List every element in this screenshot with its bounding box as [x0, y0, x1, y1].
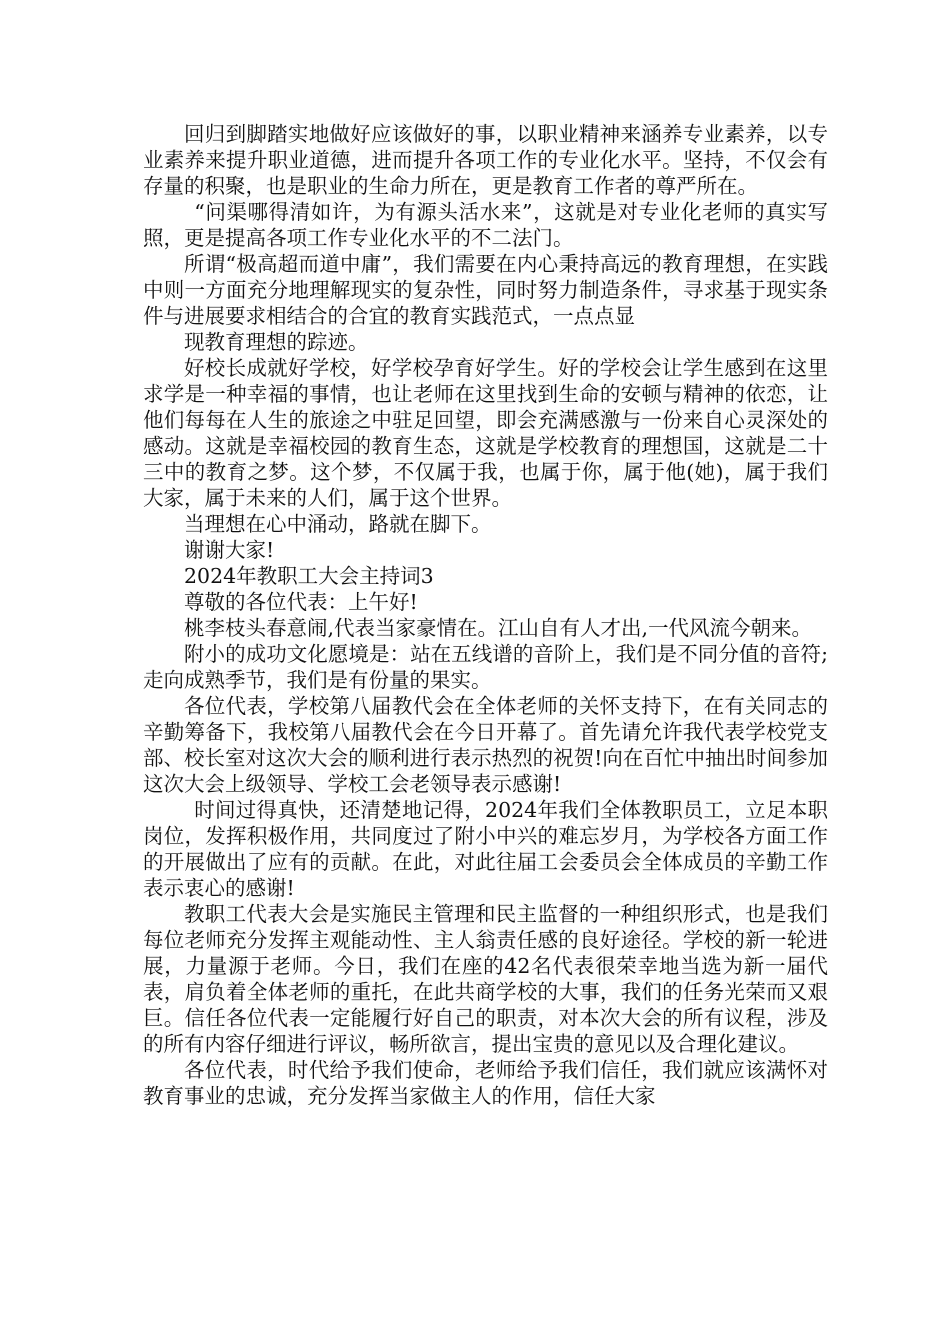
- paragraph-greeting: 尊敬的各位代表：上午好!: [184, 590, 418, 614]
- document-page: [143, 121, 828, 1109]
- paragraph-mission: 各位代表，时代给予我们使命，老师给予我们信任，我们就应该满怀对教育事业的忠诚，充分发挥当家做主人的作用，信任大家: [143, 1058, 828, 1108]
- paragraph-democratic-management: 教职工代表大会是实施民主管理和民主监督的一种组织形式，也是我们每位老师充分发挥主观能动性、主人翁责任感的良好途径。学校的新一轮进展，力量源于老师。今日，我们在座的42名代表很荣幸地当选为新一届代表，肩负着全体老师的重托，在此共商学校的大事，我们的任务光荣而又艰巨。信任各位代表一定能履行好自己的职责，对本次大会的所有议程，涉及的所有内容仔细进行评议，畅所欲言，提出宝贵的意见以及合理化建议。: [143, 902, 828, 1056]
- paragraph-good-school: 好校长成就好学校，好学校孕育好学生。好的学校会让学生感到在这里求学是一种幸福的事情，也让老师在这里找到生命的安顿与精神的依恋，让他们每每在人生的旅途之中驻足回望，即会充满感激与一份来自心灵深处的感动。这就是幸福校园的教育生态，这就是学校教育的理想国，这就是二十三中的教育之梦。这个梦，不仅属于我，也属于你，属于他(她)，属于我们大家，属于未来的人们，属于这个世界。: [143, 356, 828, 510]
- paragraph-quote-living-water: “问渠哪得清如许，为有源头活水来”，这就是对专业化老师的真实写照，更是提高各项工作专业化水平的不二法门。: [143, 200, 828, 250]
- paragraph-ideal-trace: 现教育理想的踪迹。: [184, 330, 369, 354]
- section-heading: 2024年教职工大会主持词3: [184, 564, 434, 588]
- paragraph-road-ahead: 当理想在心中涌动，路就在脚下。: [184, 512, 492, 536]
- paragraph-thanks: 谢谢大家!: [184, 538, 275, 562]
- paragraph-culture-vision: 附小的成功文化愿境是：站在五线谱的音阶上，我们是不同分值的音符;走向成熟季节，我们是有份量的果实。: [143, 642, 828, 692]
- paragraph-professionalism: 回归到脚踏实地做好应该做好的事，以职业精神来涵养专业素养，以专业素养来提升职业道德，进而提升各项工作的专业化水平。坚持，不仅会有存量的积聚，也是职业的生命力所在，更是教育工作者的尊严所在。: [143, 122, 828, 198]
- paragraph-ideal-practice: 所谓“极高超而道中庸”，我们需要在内心秉持高远的教育理想，在实践中则一方面充分地理解现实的复杂性，同时努力制造条件，寻求基于现实条件与进展要求相结合的合宜的教育实践范式，一点点显: [143, 252, 828, 328]
- paragraph-congress-opening: 各位代表，学校第八届教代会在全体老师的关怀支持下，在有关同志的辛勤筹备下，我校第八届教代会在今日开幕了。首先请允许我代表学校党支部、校长室对这次大会的顺利进行表示热烈的祝贺!向在百忙中抽出时间参加这次大会上级领导、学校工会老领导表示感谢!: [143, 694, 828, 796]
- paragraph-time-flies: 时间过得真快，还清楚地记得，2024年我们全体教职员工，立足本职岗位，发挥积极作用，共同度过了附小中兴的难忘岁月，为学校各方面工作的开展做出了应有的贡献。在此，对此往届工会委员会全体成员的辛勤工作表示衷心的感谢!: [143, 798, 828, 900]
- paragraph-spring-couplet: 桃李枝头春意闹,代表当家豪情在。江山自有人才出,一代风流今朝来。: [184, 616, 813, 640]
